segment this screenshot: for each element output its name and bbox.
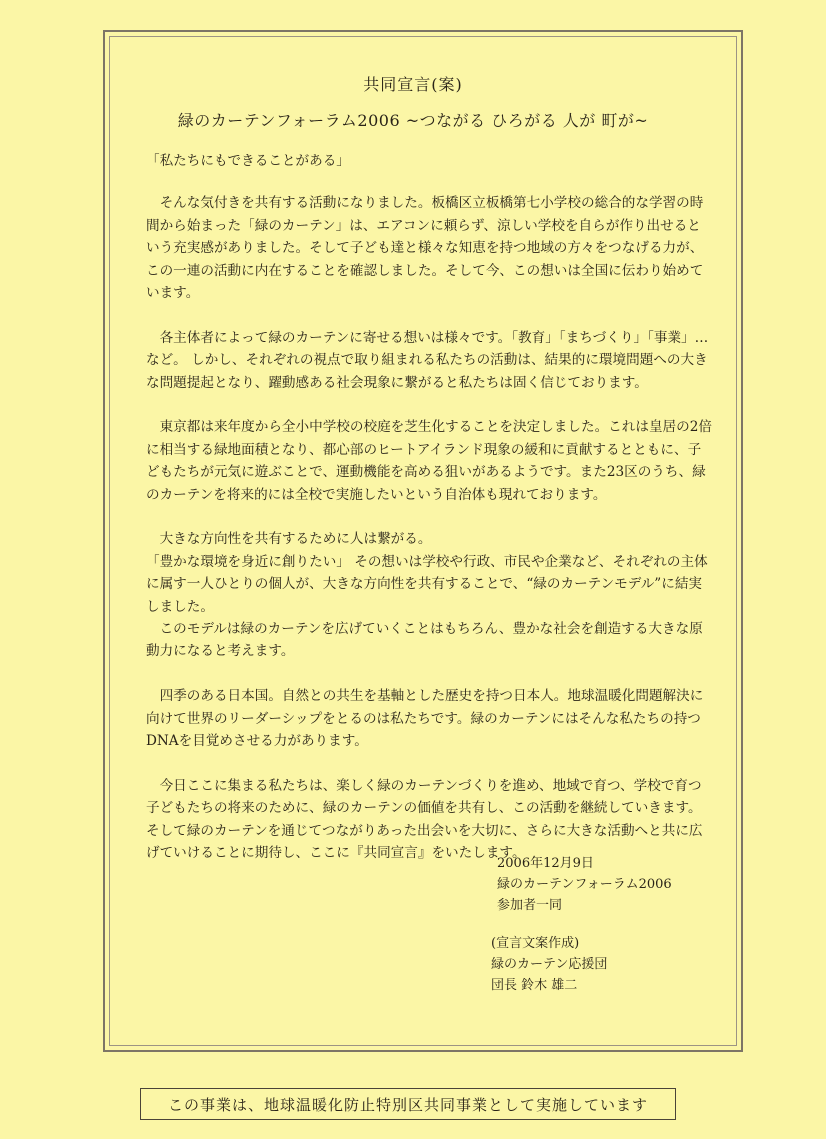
signature-block <box>497 853 672 916</box>
signature-date: 2006年12月9日 <box>497 856 594 871</box>
opening-quote: 「私たちにもできることがある」 <box>146 153 350 169</box>
paragraph-4a: 大きな方向性を共有するために人は繋がる。 <box>159 531 432 548</box>
credit-block <box>491 933 607 996</box>
credit-label: (宣言文案作成) <box>491 936 580 951</box>
signature-event: 緑のカーテンフォーラム2006 <box>497 877 672 892</box>
declaration-body <box>146 150 712 887</box>
paragraph-3: 東京都は来年度から全小中学校の校庭を芝生化することを決定しました。これは皇居の2倍に相当する緑地面積となり、都心部のヒートアイランド現象の緩和に貢献するとともに、子どもたちが元気に遊ぶことで、運動機能を高める狙いがあるようです。また23区のうち、緑のカーテンを将来的には全校で実施したいという自治体も現れております。 <box>146 419 712 503</box>
paragraph-2: 各主体者によって緑のカーテンに寄せる想いは様々です。「教育」「まちづくり」「事業」…など。 しかし、それぞれの視点で取り組まれる私たちの活動は、結果的に環境問題への大きな問題提起となり、躍動感ある社会現象に繋がると私たちは固く信じております。 <box>146 329 709 391</box>
paragraph-1: そんな気付きを共有する活動になりました。板橋区立板橋第七小学校の総合的な学習の時間から始まった「緑のカーテン」は、エアコンに頼らず、涼しい学校を自らが作り出せるという充実感がありました。そして子ども達と様々な知恵を持つ地域の方々をつなげる力が、この一連の活動に内在することを確認しました。そして今、この想いは全国に伝わり始めています。 <box>146 195 704 302</box>
footer-notice: この事業は、地球温暖化防止特別区共同事業として実施しています <box>140 1088 676 1120</box>
paragraph-5: 四季のある日本国。自然との共生を基軸とした歴史を持つ日本人。地球温暖化問題解決に向けて世界のリーダーシップをとるのは私たちです。緑のカーテンにはそんな私たちの持つDNAを目覚めさせる力があります。 <box>146 688 704 750</box>
paragraph-4c: このモデルは緑のカーテンを広げていくことはもちろん、豊かな社会を創造する大きな原動力になると考えます。 <box>146 621 703 660</box>
page-subtitle: 緑のカーテンフォーラム2006 ~つながる ひろがる 人が 町が~ <box>177 111 649 130</box>
paragraph-4b: 「豊かな環境を身近に創りたい」 その想いは学校や行政、市民や企業など、それぞれの主体に属す一人ひとりの個人が、大きな方向性を共有することで、“緑のカーテンモデル”に結実しました。 <box>146 553 708 615</box>
signature-participants: 参加者一同 <box>497 898 563 913</box>
page-title: 共同宣言(案) <box>363 75 463 94</box>
credit-leader: 団長 鈴木 雄二 <box>491 978 578 993</box>
credit-organization: 緑のカーテン応援団 <box>491 957 608 972</box>
paragraph-6: 今日ここに集まる私たちは、楽しく緑のカーテンづくりを進め、地域で育つ、学校で育つ子どもたちの将来のために、緑のカーテンの価値を共有し、この活動を継続していきます。そして緑のカーテンを通じてつながりあった出会いを大切に、さらに大きな活動へと共に広げていけることに期待し、ここに『共同宣言』をいたします。 <box>146 777 703 862</box>
